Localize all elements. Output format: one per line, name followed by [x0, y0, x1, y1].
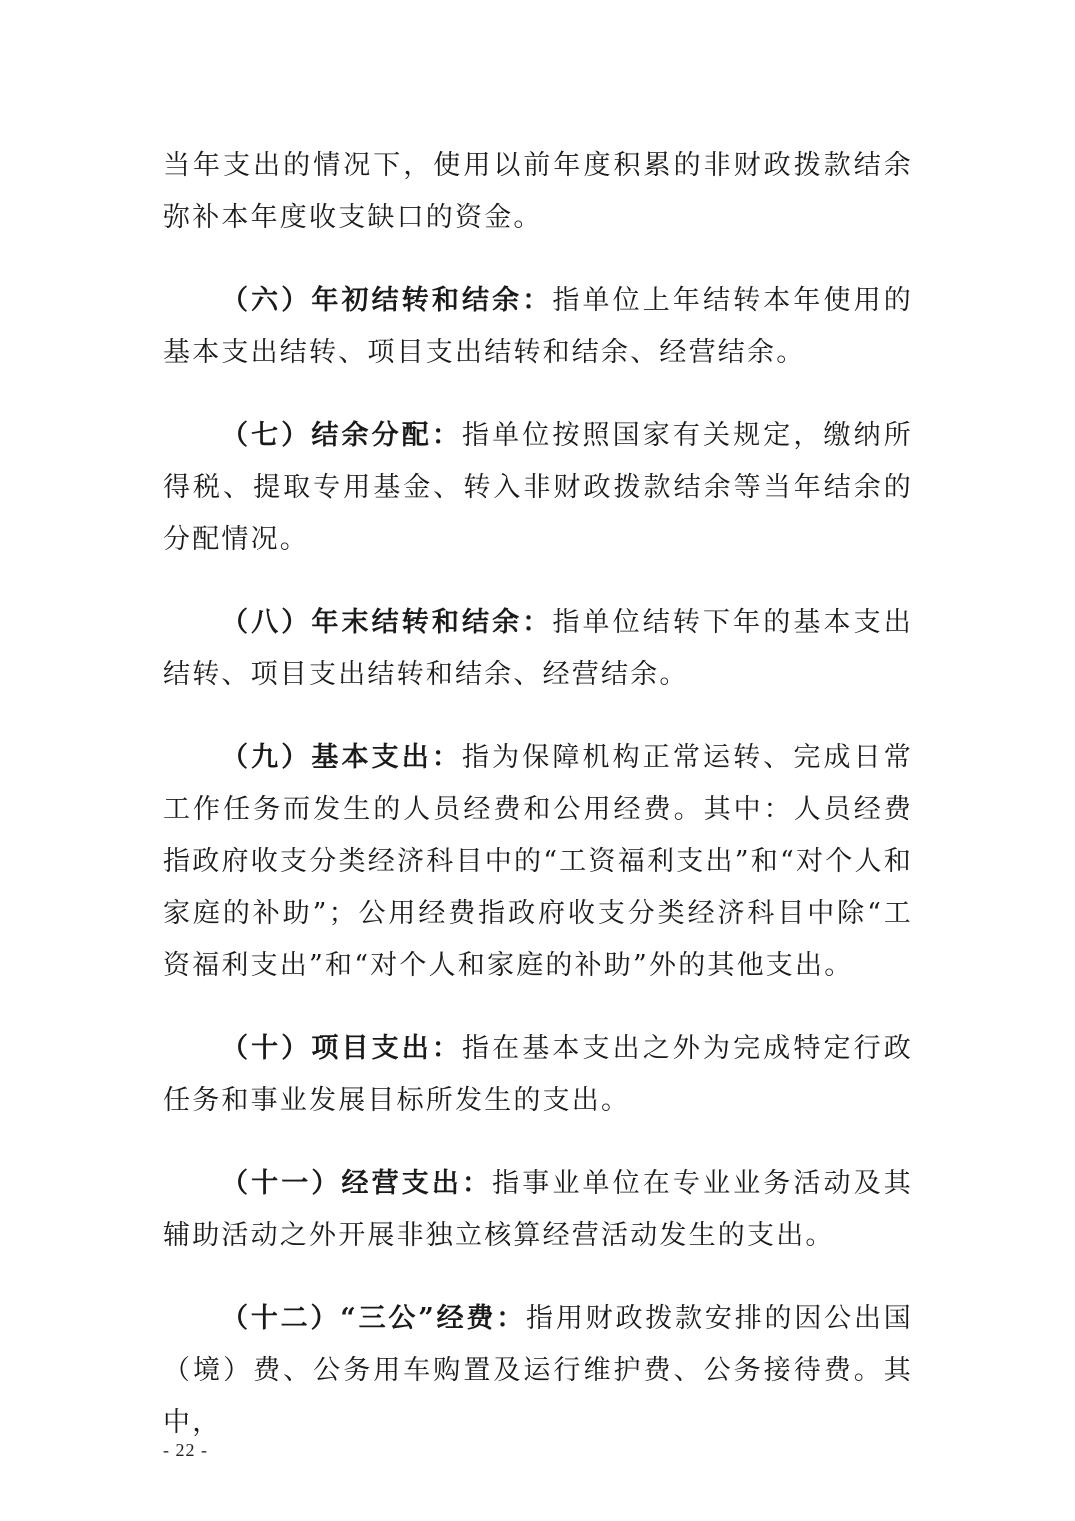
- paragraph-basic-expenditure: [163, 732, 913, 992]
- term-label: （八）年末结转和结余：: [221, 607, 553, 638]
- term-label: （九）基本支出：: [221, 742, 463, 773]
- paragraph-text: 指单位按照国家有关规定，缴纳所得税、提取专用基金、转入非财政拨款结余等当年结余的分配情况。: [163, 420, 913, 555]
- term-label: （十）项目支出：: [221, 1033, 463, 1064]
- paragraph-three-public-expenses: [163, 1293, 913, 1449]
- paragraph-text: 当年支出的情况下，使用以前年度积累的非财政拨款结余弥补本年度收支缺口的资金。: [163, 150, 913, 233]
- paragraph-project-expenditure: [163, 1023, 913, 1127]
- paragraph-text: 指事业单位在专业业务活动及其辅助活动之外开展非独立核算经营活动发生的支出。: [163, 1168, 913, 1251]
- paragraph-surplus-distribution: [163, 410, 913, 566]
- document-body: [163, 140, 913, 1449]
- term-label: （七）结余分配：: [221, 420, 463, 451]
- paragraph-operating-expenditure: [163, 1158, 913, 1262]
- paragraph-continuation: [163, 140, 913, 244]
- paragraph-text: 指单位结转下年的基本支出结转、项目支出结转和结余、经营结余。: [163, 607, 914, 690]
- term-label: （六）年初结转和结余：: [221, 285, 553, 316]
- paragraph-text: 指单位上年结转本年使用的基本支出结转、项目支出结转和结余、经营结余。: [163, 285, 914, 368]
- term-label: （十一）经营支出：: [221, 1168, 493, 1199]
- paragraph-opening-balance: [163, 275, 913, 379]
- page-number: - 22 -: [163, 1440, 208, 1460]
- paragraph-closing-balance: [163, 597, 913, 701]
- paragraph-text: 指用财政拨款安排的因公出国（境）费、公务用车购置及运行维护费、公务接待费。其中，: [163, 1303, 913, 1438]
- paragraph-text: 指为保障机构正常运转、完成日常工作任务而发生的人员经费和公用经费。其中：人员经费指政府收支分类经济科目中的“工资福利支出”和“对个人和家庭的补助”；公用经费指政府收支分类经济科目中除“工资福利支出”和“对个人和家庭的补助”外的其他支出。: [163, 742, 913, 981]
- term-label: （十二）“三公”经费：: [221, 1303, 527, 1334]
- paragraph-text: 指在基本支出之外为完成特定行政任务和事业发展目标所发生的支出。: [163, 1033, 913, 1116]
